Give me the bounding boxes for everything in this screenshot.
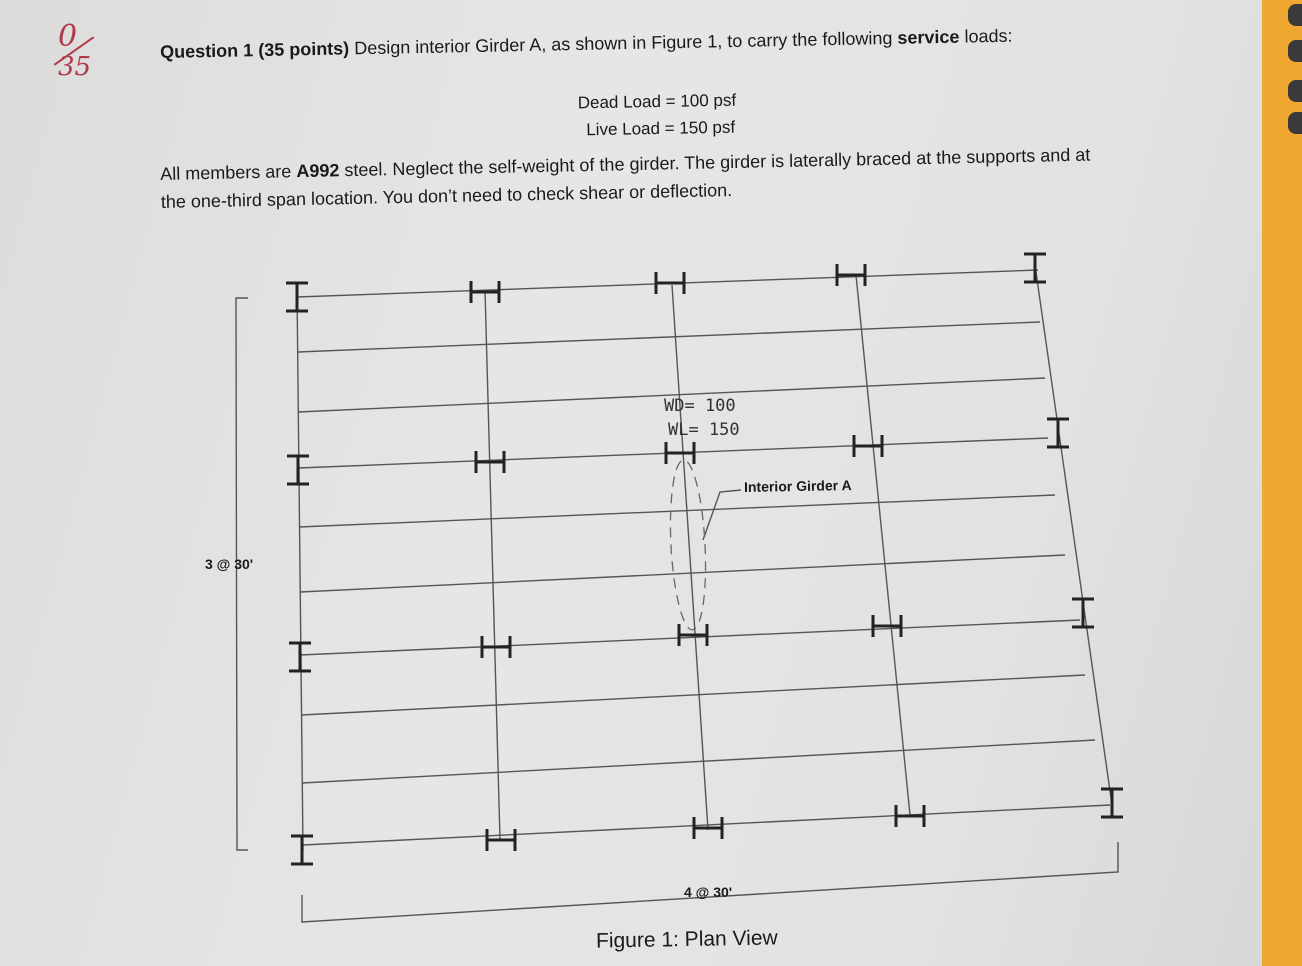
question-points: (35 points) [258, 38, 350, 61]
question-emphasis: service [897, 26, 960, 48]
column-symbol [1024, 254, 1046, 282]
handwritten-grade: 0 35 [58, 22, 91, 80]
column-symbol [289, 643, 311, 671]
girder-a-label: Interior Girder A [743, 477, 852, 495]
question-number: Question 1 [160, 40, 254, 62]
column-symbol [291, 836, 313, 864]
column-symbol [482, 636, 510, 658]
vertical-dimension: 3 @ 30' [205, 556, 254, 572]
column-symbol [666, 442, 694, 464]
column-symbol [679, 624, 707, 646]
column-symbol [854, 435, 882, 457]
dead-load: Dead Load = 100 psf [577, 90, 737, 113]
column-symbol [487, 829, 515, 851]
question-tail: loads: [964, 25, 1013, 47]
column-symbol [287, 456, 309, 484]
question-prompt: Design interior Girder A, as shown in Figure 1, to carry the following [354, 27, 893, 59]
handwritten-dead-load: WD= 100 [664, 396, 736, 416]
horizontal-dimension: 4 @ 30' [684, 884, 733, 900]
handwritten-live-load: WL= 150 [668, 420, 740, 440]
column-symbol [656, 272, 684, 294]
column-symbol [1101, 789, 1123, 817]
para-post: steel. Neglect the self-weight of the girder. The girder is laterally braced at the supports and at the one-third span location. You don’t need to check shear or deflection. [160, 144, 1091, 212]
para-pre: All members are [160, 161, 292, 184]
column-symbol [1047, 419, 1069, 447]
column-symbol [873, 615, 901, 637]
figure-caption: Figure 1: Plan View [595, 926, 778, 953]
steel-grade: A992 [296, 160, 340, 182]
column-symbol [1072, 599, 1094, 627]
live-load: Live Load = 150 psf [586, 117, 736, 140]
column-symbol [837, 264, 865, 286]
